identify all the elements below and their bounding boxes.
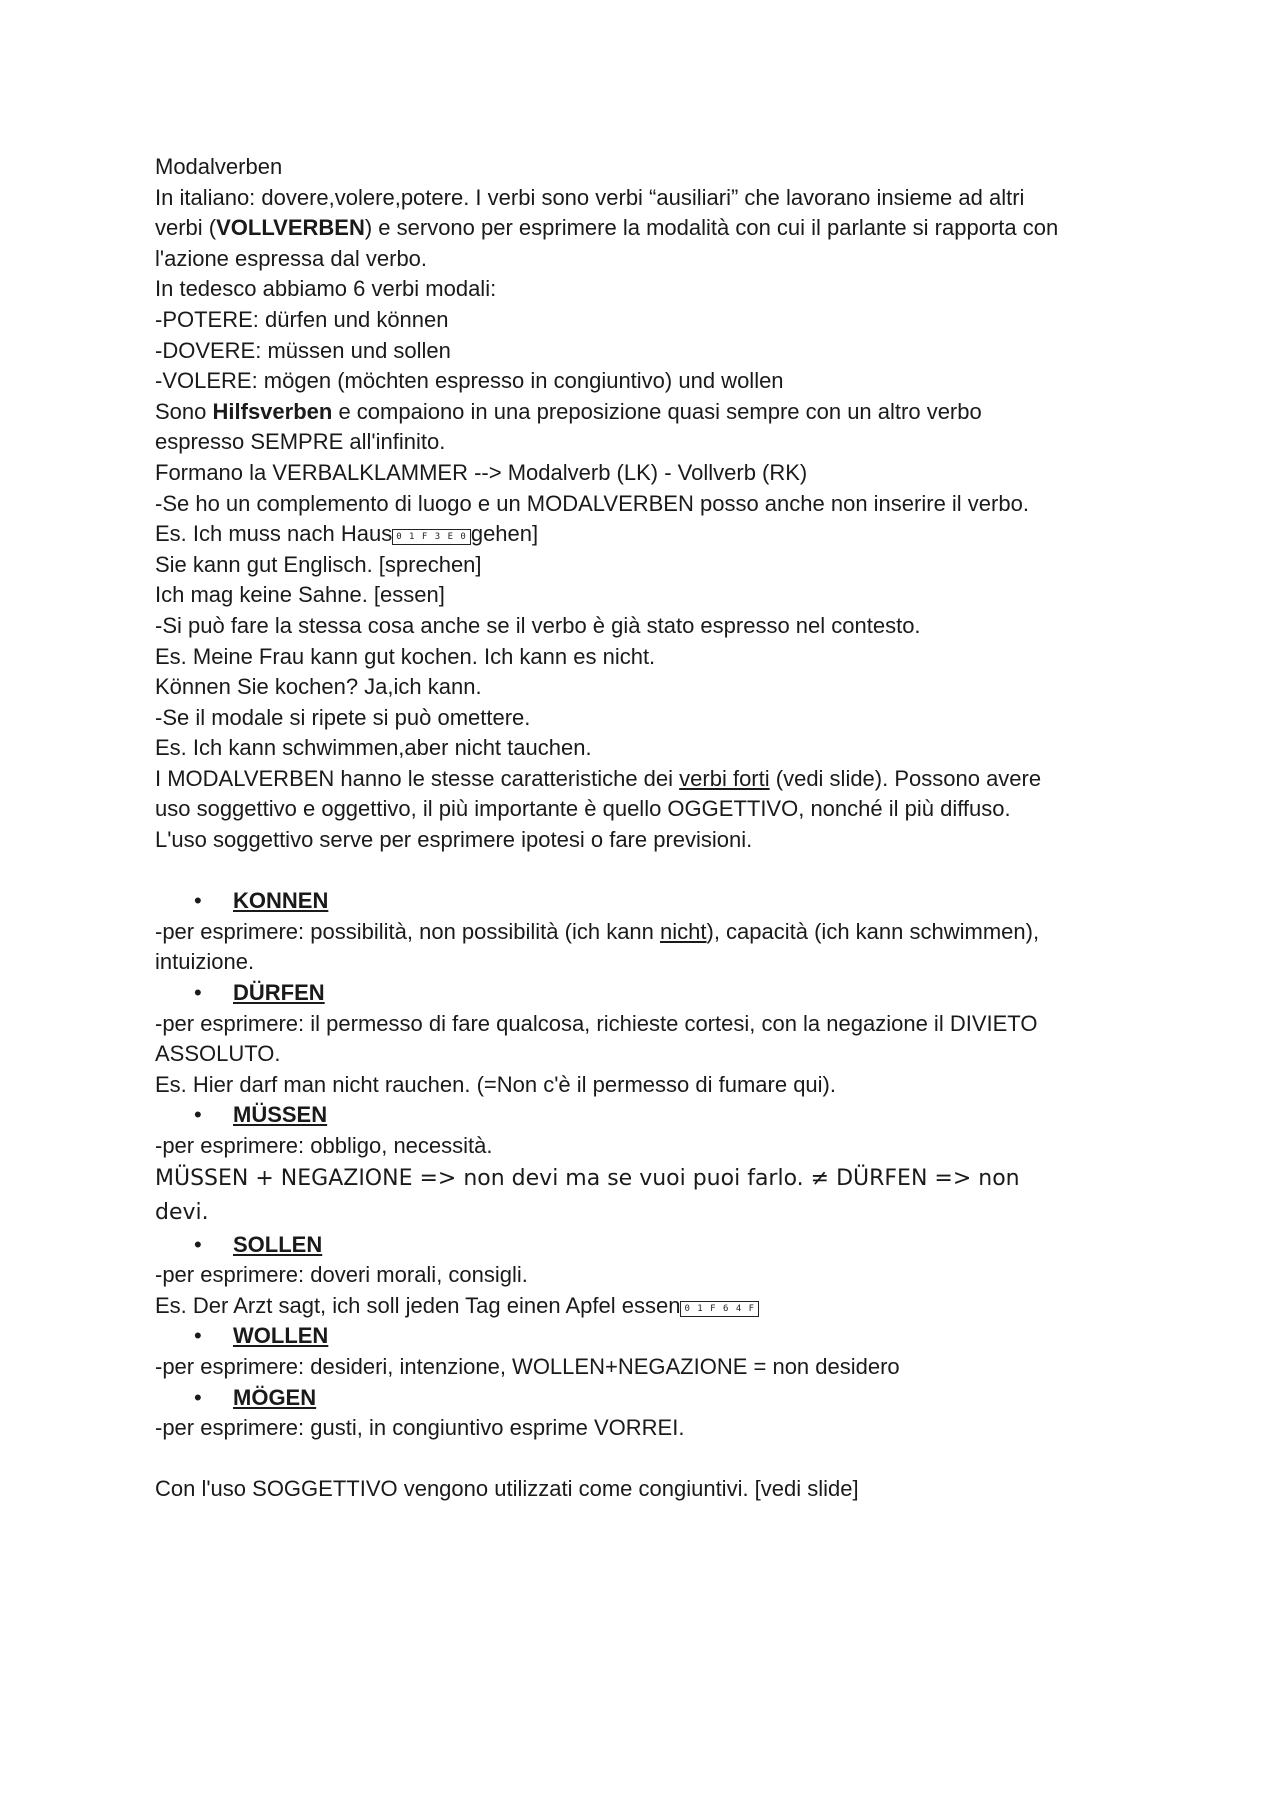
doc-title: Modalverben bbox=[155, 154, 283, 179]
text-line: devi. bbox=[155, 1199, 209, 1225]
text-line: Formano la VERBALKLAMMER --> Modalverb (LK) - Vollverb (RK) bbox=[155, 459, 808, 485]
text-line bbox=[155, 917, 1145, 948]
text-line: -per esprimere: doveri morali, consigli. bbox=[155, 1262, 528, 1288]
bullet-icon: • bbox=[194, 1231, 202, 1257]
text-line: L'uso soggettivo serve per esprimere ipotesi o fare previsioni. bbox=[155, 827, 753, 853]
text-line: Können Sie kochen? Ja,ich kann. bbox=[155, 674, 482, 700]
heading-konnen: KONNEN bbox=[233, 888, 329, 914]
heading-mussen: MÜSSEN bbox=[233, 1102, 328, 1128]
text-line: Ich mag keine Sahne. [essen] bbox=[155, 582, 445, 608]
missing-glyph-box: 0 1 F 3 E 0 bbox=[392, 529, 471, 545]
bold-term: Hilfsverben bbox=[212, 398, 333, 424]
text-span: verbi ( bbox=[155, 215, 217, 241]
text-span: ) e servono per esprimere la modalità con cui il parlante si rapporta con bbox=[364, 215, 1059, 241]
underlined-term: nicht bbox=[660, 918, 707, 944]
text-line: espresso SEMPRE all'infinito. bbox=[155, 429, 446, 455]
missing-glyph-box: 0 1 F 6 4 F bbox=[680, 1301, 759, 1317]
underlined-term: verbi forti bbox=[679, 765, 770, 791]
heading-wollen: WOLLEN bbox=[233, 1323, 329, 1349]
bullet-icon: • bbox=[194, 1323, 202, 1349]
text-span: Sono bbox=[155, 398, 213, 424]
text-span: gehen] bbox=[470, 521, 539, 547]
text-line bbox=[155, 1291, 1145, 1322]
bullet-icon: • bbox=[194, 888, 202, 914]
text-line: ASSOLUTO. bbox=[155, 1041, 281, 1067]
bullet-heading bbox=[155, 1100, 1145, 1131]
text-line: l'azione espressa dal verbo. bbox=[155, 245, 428, 271]
text-line: Sie kann gut Englisch. [sprechen] bbox=[155, 551, 482, 577]
blank-line bbox=[155, 1444, 1145, 1475]
text-line: Con l'uso SOGGETTIVO vengono utilizzati come congiuntivi. [vedi slide] bbox=[155, 1476, 859, 1502]
bullet-heading bbox=[155, 886, 1145, 917]
text-line: -per esprimere: il permesso di fare qualcosa, richieste cortesi, con la negazione il DIVIETO bbox=[155, 1010, 1038, 1036]
text-line bbox=[155, 764, 1145, 795]
text-line bbox=[155, 213, 1145, 244]
text-span: Es. Der Arzt sagt, ich soll jeden Tag einen Apfel essen bbox=[155, 1292, 681, 1318]
bullet-heading bbox=[155, 1383, 1145, 1414]
text-line: intuizione. bbox=[155, 949, 255, 975]
text-line: -per esprimere: obbligo, necessità. bbox=[155, 1133, 493, 1158]
text-line: -per esprimere: gusti, in congiuntivo esprime VORREI. bbox=[155, 1415, 685, 1441]
text-line: uso soggettivo e oggettivo, il più importante è quello OGGETTIVO, nonché il più diffuso. bbox=[155, 796, 1011, 822]
text-span: I MODALVERBEN hanno le stesse caratteristiche dei bbox=[155, 765, 680, 791]
text-span: ), capacità (ich kann schwimmen), bbox=[706, 918, 1040, 944]
text-line: MÜSSEN + NEGAZIONE => non devi ma se vuoi puoi farlo. ≠ DÜRFEN => non bbox=[155, 1165, 1020, 1191]
bullet-heading bbox=[155, 1321, 1145, 1352]
bullet-heading bbox=[155, 978, 1145, 1009]
blank-line bbox=[155, 856, 1145, 887]
text-line: -Se il modale si ripete si può omettere. bbox=[155, 704, 531, 730]
text-span: -per esprimere: possibilità, non possibilità (ich kann bbox=[155, 918, 661, 944]
bullet-heading bbox=[155, 1230, 1145, 1261]
text-line: In tedesco abbiamo 6 verbi modali: bbox=[155, 276, 497, 302]
bold-term: VOLLVERBEN bbox=[216, 215, 365, 241]
text-span: Es. Ich muss nach Haus bbox=[155, 521, 393, 547]
bullet-icon: • bbox=[194, 1102, 202, 1128]
text-line: -Se ho un complemento di luogo e un MODALVERBEN posso anche non inserire il verbo. bbox=[155, 490, 1029, 516]
text-line: In italiano: dovere,volere,potere. I verbi sono verbi “ausiliari” che lavorano insieme ad altri bbox=[155, 184, 1025, 210]
text-line: Es. Ich kann schwimmen,aber nicht tauchen. bbox=[155, 735, 592, 761]
bullet-icon: • bbox=[194, 1384, 202, 1410]
text-span: (vedi slide). Possono avere bbox=[769, 765, 1042, 791]
text-line bbox=[155, 397, 1145, 428]
text-line bbox=[155, 519, 1145, 550]
text-line: -POTERE: dürfen und können bbox=[155, 306, 449, 332]
text-line: Es. Hier darf man nicht rauchen. (=Non c'è il permesso di fumare qui). bbox=[155, 1071, 836, 1097]
text-line: -per esprimere: desideri, intenzione, WOLLEN+NEGAZIONE = non desidero bbox=[155, 1353, 900, 1379]
heading-sollen: SOLLEN bbox=[233, 1231, 323, 1257]
document-page bbox=[155, 152, 1145, 1505]
text-line: Es. Meine Frau kann gut kochen. Ich kann es nicht. bbox=[155, 643, 656, 669]
text-span: e compaiono in una preposizione quasi sempre con un altro verbo bbox=[332, 398, 982, 424]
bullet-icon: • bbox=[194, 980, 202, 1006]
heading-mogen: MÖGEN bbox=[233, 1384, 317, 1410]
text-line: -VOLERE: mögen (möchten espresso in congiuntivo) und wollen bbox=[155, 368, 784, 394]
heading-durfen: DÜRFEN bbox=[233, 980, 325, 1006]
text-line: -DOVERE: müssen und sollen bbox=[155, 337, 451, 363]
text-line: -Si può fare la stessa cosa anche se il verbo è già stato espresso nel contesto. bbox=[155, 612, 921, 638]
